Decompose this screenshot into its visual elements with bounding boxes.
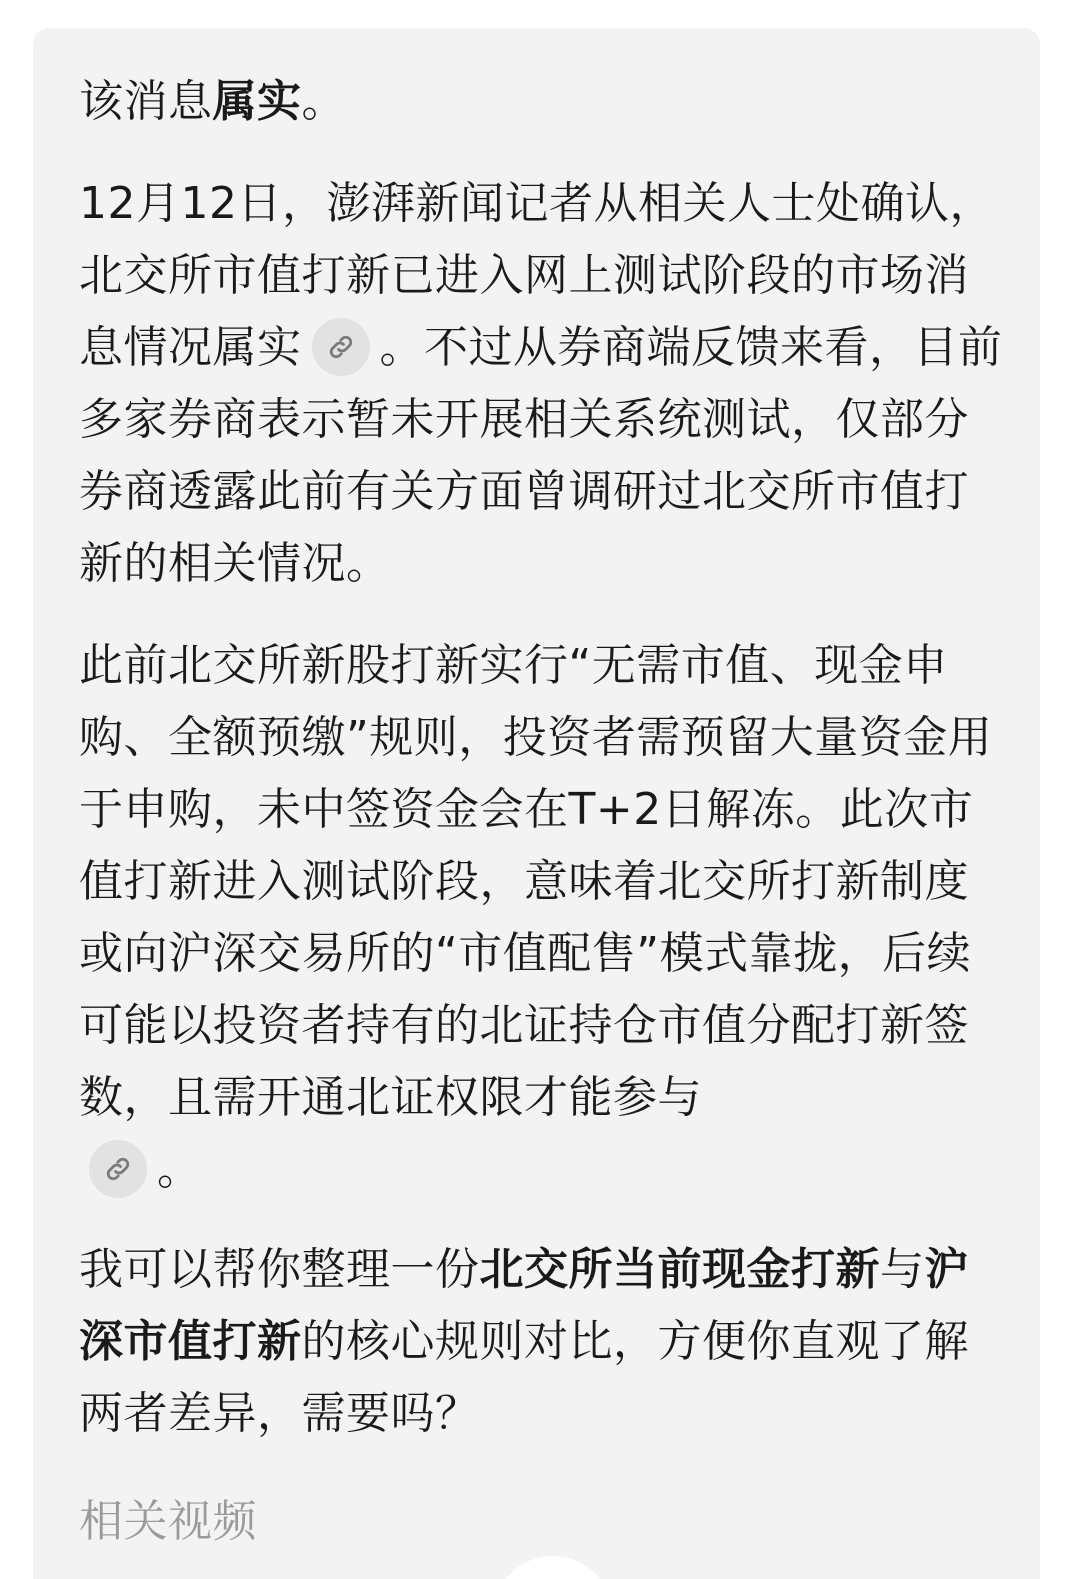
p4-bold-1: 北交所当前现金打新 — [479, 1244, 880, 1295]
answer-paragraph-4 — [79, 1234, 1009, 1450]
p1-end: 。 — [301, 76, 346, 127]
p3-text-b: 。 — [157, 1144, 202, 1195]
p1-text: 该消息 — [79, 76, 213, 127]
source-link-button[interactable] — [312, 318, 370, 376]
p2-text-b: 。不过从券商端反馈来看，目前多家券商表示暂未开展相关系统测试，仅部分券商透露此前有关方面曾调研过北交所市值打新的相关情况。 — [79, 322, 1003, 589]
source-link-button-2[interactable] — [89, 1140, 147, 1198]
answer-paragraph-1 — [79, 66, 1009, 138]
related-video-thumbnail[interactable] — [493, 1556, 613, 1579]
p1-bold: 属实 — [212, 76, 302, 127]
p4-text-c: 的核心规则对比，方便你直观了解两者差异，需要吗？ — [79, 1316, 969, 1439]
answer-paragraph-3 — [79, 630, 1009, 1206]
p4-text-b: 与 — [880, 1244, 925, 1295]
p2-text-a: 12月12日，澎湃新闻记者从相关人士处确认，北交所市值打新已进入网上测试阶段的市场消息情况属实 — [79, 178, 994, 373]
answer-card — [33, 28, 1040, 1579]
p4-bold-2: 沪深市值打新 — [79, 1244, 969, 1367]
answer-paragraph-2 — [79, 168, 1009, 600]
p4-text-a: 我可以帮你整理一份 — [79, 1244, 480, 1295]
link-icon — [103, 1154, 133, 1184]
link-icon — [326, 332, 356, 362]
p3-text-a: 此前北交所新股打新实行“无需市值、现金申购、全额预缴”规则，投资者需预留大量资金用于申购，未中签资金会在T+2日解冻。此次市值打新进入测试阶段，意味着北交所打新制度或向沪深交易所的“市值配售”模式靠拢，后续可能以投资者持有的北证持仓市值分配打新签数，且需开通北证权限才能参与 — [79, 640, 993, 1123]
related-videos-title: 相关视频 — [79, 1496, 257, 1547]
answer-content — [79, 66, 1009, 1558]
